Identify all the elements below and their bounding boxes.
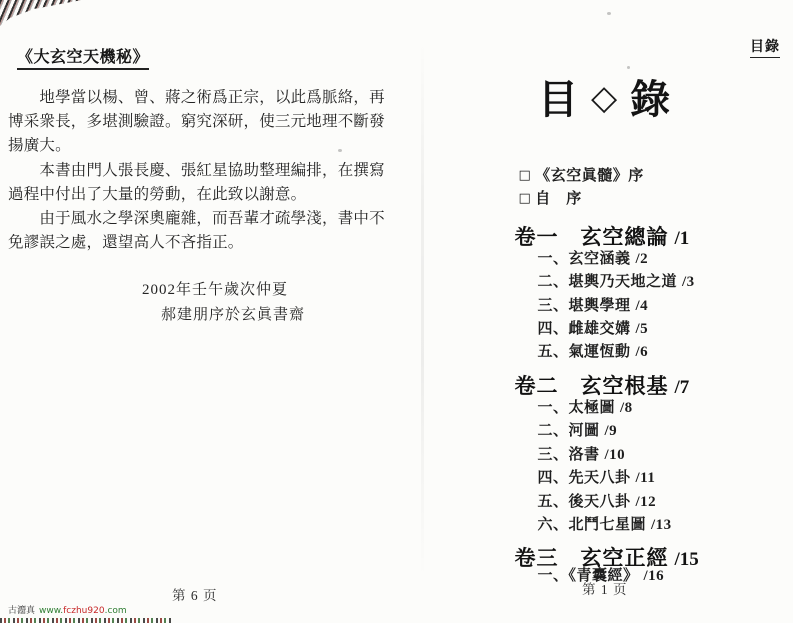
- toc-item-label: 六、北鬥七星圖: [537, 517, 647, 533]
- checkbox-icon: □: [518, 191, 532, 206]
- preface-text: [8, 86, 400, 255]
- preface-line: 博采衆長，多堪測驗證。窮究深研，使三元地理不斷發: [8, 113, 385, 131]
- toc-item-label: 二、堪輿乃天地之道: [537, 274, 678, 290]
- toc-item-label: 五、後天八卦: [537, 494, 631, 510]
- toc-item-page: /16: [643, 568, 665, 584]
- toc-page: [420, 0, 793, 623]
- clipped-watermark-strip: [0, 618, 172, 623]
- preface-signature: 郝建朋序於玄眞書齋: [161, 307, 306, 323]
- toc-item-label: 一、玄空涵義: [537, 251, 631, 267]
- running-head: 目錄: [750, 36, 780, 58]
- toc-item-page: /12: [635, 494, 657, 510]
- toc-section-title: 卷二 玄空根基: [514, 374, 669, 398]
- checkbox-icon: □: [518, 168, 532, 183]
- preface-date: 2002年壬午歲次仲夏: [142, 282, 289, 298]
- toc-front-item-label: 自 序: [535, 191, 582, 207]
- toc-item-page: /10: [604, 447, 626, 463]
- book-title: 《大玄空天機秘》: [17, 44, 149, 70]
- toc-item-page: /3: [682, 274, 695, 290]
- watermark-name: 古灋真: [8, 606, 36, 616]
- watermark-www: www.: [39, 606, 64, 616]
- preface-line: 由于風水之學深奧龐雜，而吾輩才疏學淺，書中不: [8, 210, 385, 228]
- toc-title: [538, 68, 738, 125]
- toc-front-item-label: 《玄空眞髓》序: [535, 168, 644, 184]
- preface-line: 過程中付出了大量的勞動，在此致以謝意。: [8, 185, 307, 203]
- toc-section-page: /15: [674, 549, 699, 570]
- toc-item-label: 五、氣運恆動: [537, 344, 631, 360]
- toc-item-label: 一、《青囊經》: [537, 568, 639, 584]
- preface-line: 本書由門人張長慶、張紅星協助整理編排，在撰寫: [8, 161, 385, 179]
- toc-item-page: /5: [635, 321, 649, 337]
- toc-item-page: /9: [604, 423, 618, 439]
- toc-item-label: 二、河圖: [537, 423, 600, 439]
- left-page-number: 第 6 页: [172, 588, 218, 603]
- toc-item-page: /11: [635, 470, 656, 486]
- toc-title-char-right: 錄: [630, 77, 671, 122]
- preface-line: 免謬誤之處，還望高人不吝指正。: [8, 234, 244, 252]
- toc-item-page: /4: [635, 298, 649, 314]
- toc-section-page: /1: [674, 228, 690, 249]
- toc-section-title: 卷一 玄空總論: [514, 225, 669, 249]
- preface-line: 地學當以楊、曾、蔣之術爲正宗，以此爲脈絡，再: [8, 89, 385, 106]
- toc-item-label: 三、堪輿學理: [537, 298, 631, 314]
- preface-line: 揚廣大。: [8, 137, 71, 155]
- watermark-tld: .com: [104, 606, 127, 616]
- right-page-number: 第 1 页: [582, 582, 628, 597]
- toc-item-label: 一、太極圖: [537, 400, 616, 416]
- toc-item-page: /8: [620, 400, 633, 416]
- site-watermark: [8, 603, 127, 616]
- toc-title-char-left: 目: [538, 77, 578, 122]
- watermark-domain: fczhu920: [63, 606, 105, 616]
- toc-section-page: /7: [674, 377, 690, 398]
- toc-section-title: 卷三 玄空正經: [514, 546, 669, 570]
- toc-item-page: /6: [635, 344, 649, 360]
- toc-item-label: 三、洛書: [537, 447, 600, 463]
- diamond-ornament-icon: ◇: [591, 77, 618, 118]
- toc-item-page: /2: [635, 251, 649, 267]
- toc-item-page: /13: [651, 517, 672, 533]
- toc-item-label: 四、先天八卦: [537, 470, 631, 486]
- toc-item-label: 四、雌雄交媾: [537, 321, 631, 337]
